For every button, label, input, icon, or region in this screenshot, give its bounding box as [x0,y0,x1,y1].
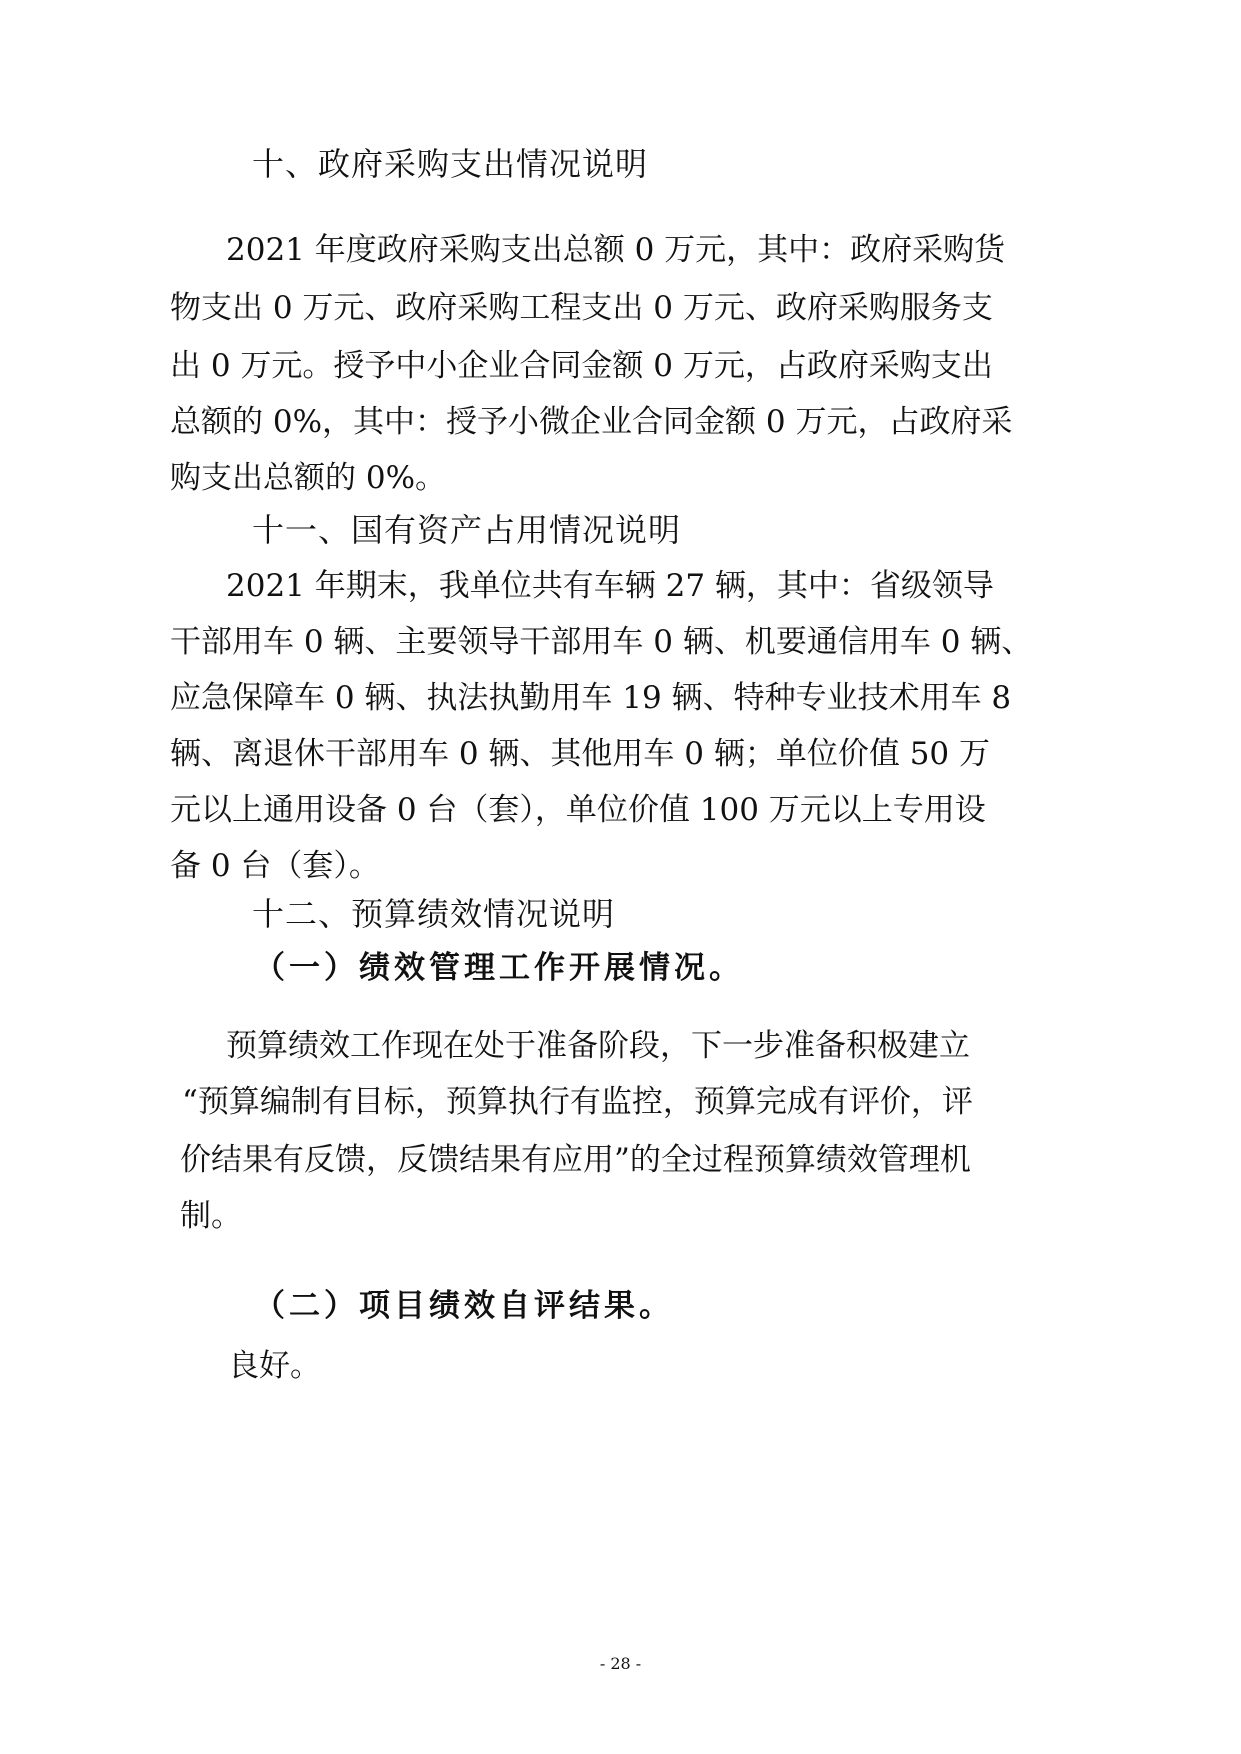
section-12-subheading-1: （一）绩效管理工作开展情况。 [254,950,744,986]
section-12-subheading-2: （二）项目绩效自评结果。 [254,1288,674,1324]
section-11-line-3: 应急保障车 0 辆、执法执勤用车 19 辆、特种专业技术用车 8 [170,680,1012,716]
section-12-heading: 十二、预算绩效情况说明 [252,895,616,933]
section-10-line-2: 物支出 0 万元、政府采购工程支出 0 万元、政府采购服务支 [170,290,993,326]
section-10-line-4: 总额的 0%，其中：授予小微企业合同金额 0 万元，占政府采 [170,404,1013,440]
section-12-sub1-line-1: 预算绩效工作现在处于准备阶段，下一步准备积极建立 [226,1028,970,1064]
section-11-line-4: 辆、离退休干部用车 0 辆、其他用车 0 辆；单位价值 50 万 [170,736,991,772]
section-11-line-1: 2021 年期末，我单位共有车辆 27 辆，其中：省级领导 [226,568,994,604]
section-10-line-1: 2021 年度政府采购支出总额 0 万元，其中：政府采购货 [226,232,1006,268]
section-12-sub1-line-2: “预算编制有目标，预算执行有监控，预算完成有评价，评 [182,1084,973,1120]
page-number: - 28 - [599,1654,642,1673]
section-11-line-5: 元以上通用设备 0 台（套），单位价值 100 万元以上专用设 [170,792,986,828]
section-11-heading: 十一、国有资产占用情况说明 [252,511,682,549]
section-12-sub2-line-1: 良好。 [228,1348,321,1384]
section-10-line-3: 出 0 万元。授予中小企业合同金额 0 万元，占政府采购支出 [170,348,993,384]
section-11-line-2: 干部用车 0 辆、主要领导干部用车 0 辆、机要通信用车 0 辆、 [170,624,1033,660]
section-11-line-6: 备 0 台（套）。 [170,848,380,884]
section-10-heading: 十、政府采购支出情况说明 [252,145,649,183]
section-12-sub1-line-4: 制。 [180,1198,242,1234]
section-12-sub1-line-3: 价结果有反馈，反馈结果有应用”的全过程预算绩效管理机 [180,1142,971,1178]
section-10-line-5: 购支出总额的 0%。 [170,460,447,496]
